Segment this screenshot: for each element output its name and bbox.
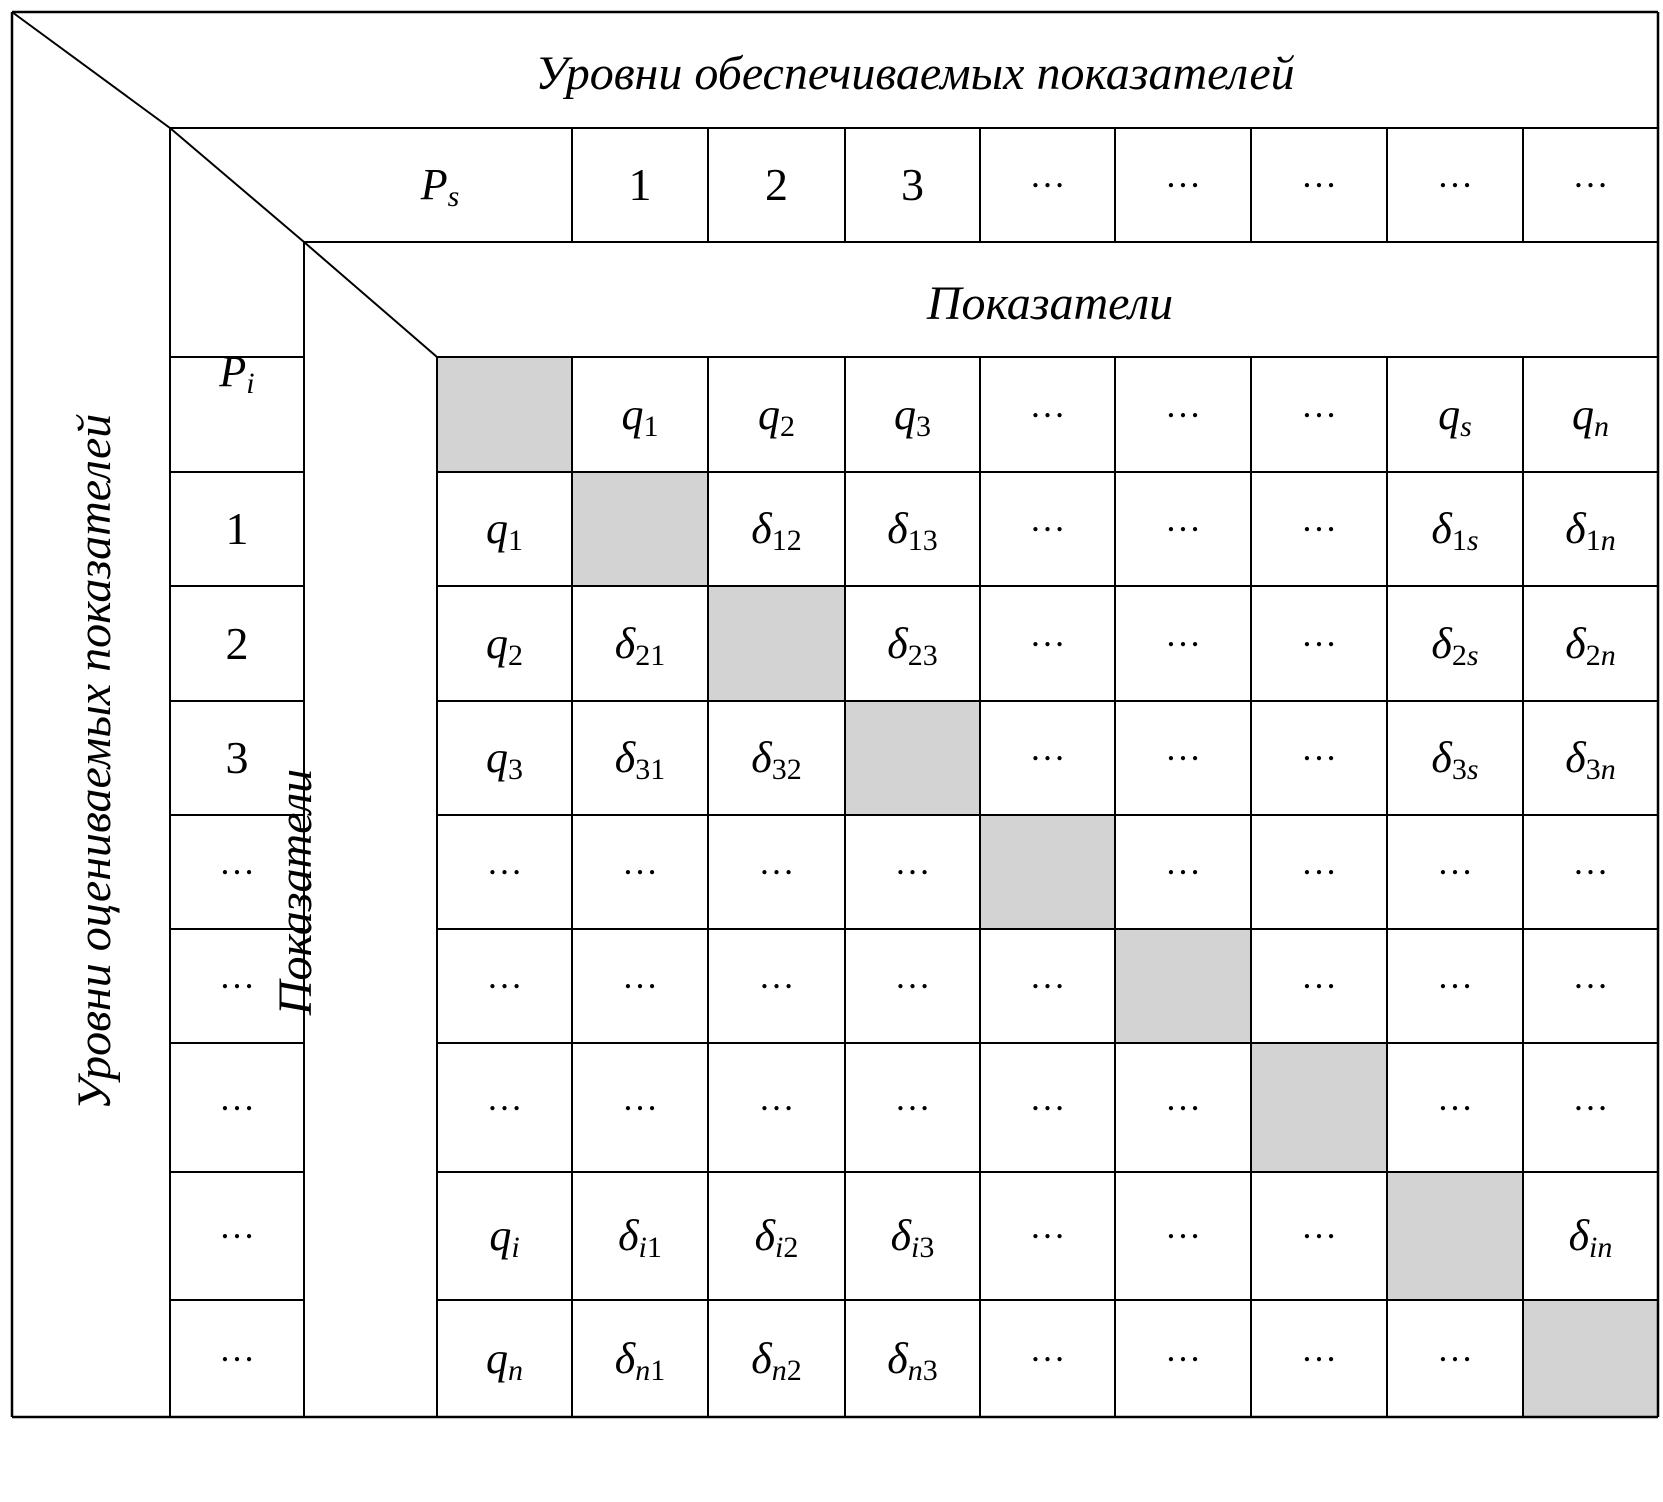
matrix-value-cell xyxy=(980,929,1115,1043)
matrix-value-cell xyxy=(1251,472,1387,586)
ps-level-cell xyxy=(708,128,845,242)
ps-level-cell xyxy=(1387,128,1523,242)
symbol-base: δ xyxy=(614,1333,636,1383)
symbol-base: q xyxy=(758,389,780,439)
pi-level-cell xyxy=(170,1172,304,1300)
matrix-row-header xyxy=(437,701,572,815)
symbol-base: δ xyxy=(618,1211,639,1260)
symbol-subscript: n 3 xyxy=(907,1353,938,1387)
ellipsis: … xyxy=(1165,155,1201,195)
ellipsis: … xyxy=(1165,1077,1201,1118)
ellipsis: … xyxy=(219,1206,255,1246)
diagonal-shaded-cell xyxy=(572,472,708,586)
diagonal-shaded-cell xyxy=(845,701,980,815)
symbol-base: q xyxy=(894,389,916,439)
matrix-value-cell xyxy=(708,1043,845,1172)
symbol-base: δ xyxy=(887,504,908,553)
pi-label-sub: i xyxy=(246,367,255,400)
symbol-subscript: 21 xyxy=(635,638,666,672)
matrix-value-cell xyxy=(708,929,845,1043)
pi-level-cell xyxy=(170,929,304,1043)
ellipsis: … xyxy=(1301,613,1337,654)
ps-level-cell xyxy=(1251,128,1387,242)
symbol-subscript: 1s xyxy=(1451,524,1479,557)
matrix-col-header xyxy=(1387,357,1523,472)
ellipsis: … xyxy=(1572,956,1609,996)
ellipsis: … xyxy=(1572,842,1609,882)
ellipsis: … xyxy=(1029,613,1066,654)
symbol-base: δ xyxy=(751,1333,772,1383)
matrix-value-cell xyxy=(708,1172,845,1300)
symbol-subscript: s xyxy=(1460,409,1472,443)
symbol-subscript: 2 xyxy=(508,638,523,672)
matrix-col-header xyxy=(1523,357,1658,472)
title-inner-left: Показатели xyxy=(269,768,322,1016)
matrix-row-header xyxy=(437,1172,572,1300)
symbol-base: q xyxy=(1572,389,1594,439)
ellipsis: … xyxy=(1029,956,1066,996)
pi-level-cell xyxy=(170,586,304,701)
ps-level-cell xyxy=(1523,128,1658,242)
matrix-row-header xyxy=(437,1300,572,1417)
matrix-value-cell xyxy=(1251,586,1387,701)
matrix-value-cell xyxy=(1523,586,1658,701)
symbol-base: δ xyxy=(1565,504,1586,553)
matrix-value-cell xyxy=(1115,1172,1251,1300)
ellipsis: … xyxy=(1165,1328,1201,1369)
symbol-subscript: 2n xyxy=(1585,638,1616,672)
matrix-value-cell xyxy=(708,472,845,586)
symbol-base: q xyxy=(1438,389,1461,439)
pi-label-base: P xyxy=(219,347,247,396)
ellipsis: … xyxy=(758,956,795,996)
symbol-subscript: 1 xyxy=(508,524,523,557)
matrix-value-cell xyxy=(1387,586,1523,701)
ellipsis: … xyxy=(1437,1077,1473,1118)
symbol-base: q xyxy=(486,733,508,782)
cell-text: 2 xyxy=(225,617,249,669)
ellipsis: … xyxy=(486,1077,523,1118)
ellipsis: … xyxy=(1029,1328,1066,1369)
ellipsis: … xyxy=(894,956,931,996)
symbol-subscript: 3n xyxy=(1585,753,1616,786)
ellipsis: … xyxy=(758,842,795,882)
symbol-base: q xyxy=(489,1211,512,1260)
diagonal-shaded-cell xyxy=(1523,1300,1658,1417)
symbol-subscript: n 1 xyxy=(635,1353,666,1387)
ps-label-base: P xyxy=(420,160,448,209)
matrix-value-cell xyxy=(1387,929,1523,1043)
pi-level-cell xyxy=(170,1043,304,1172)
cell-text: 3 xyxy=(901,159,924,210)
matrix-value-cell xyxy=(980,701,1115,815)
ellipsis: … xyxy=(1029,384,1066,425)
ellipsis: … xyxy=(1029,499,1066,539)
ellipsis: … xyxy=(1165,728,1201,768)
symbol-base: δ xyxy=(890,1211,912,1260)
symbol-subscript: in xyxy=(1589,1231,1613,1264)
matrix-value-cell xyxy=(1251,815,1387,929)
symbol-base: δ xyxy=(1431,618,1452,668)
matrix-value-cell xyxy=(572,1172,708,1300)
matrix-value-cell xyxy=(1387,1300,1523,1417)
ellipsis: … xyxy=(219,842,255,882)
pi-level-cell xyxy=(170,472,304,586)
symbol-base: q xyxy=(486,504,508,553)
matrix-col-header xyxy=(845,357,980,472)
matrix-value-cell xyxy=(1115,586,1251,701)
matrix-value-cell xyxy=(980,1172,1115,1300)
diagonal-shaded-cell xyxy=(708,586,845,701)
matrix-value-cell xyxy=(1523,815,1658,929)
ellipsis: … xyxy=(1029,1206,1066,1246)
symbol-subscript: 1n xyxy=(1585,524,1616,557)
symbol-subscript: i 3 xyxy=(911,1231,935,1264)
title-inner-top: Показатели xyxy=(926,277,1174,330)
symbol-subscript: 3 xyxy=(916,409,931,443)
matrix-value-cell xyxy=(1251,1300,1387,1417)
diagonal-shaded-cell xyxy=(980,815,1115,929)
matrix-value-cell xyxy=(1251,929,1387,1043)
symbol-base: δ xyxy=(1431,733,1452,782)
ellipsis: … xyxy=(1572,1077,1609,1118)
matrix-value-cell xyxy=(980,1043,1115,1172)
matrix-value-cell xyxy=(1387,1043,1523,1172)
ellipsis: … xyxy=(622,956,658,996)
symbol-subscript: 31 xyxy=(635,753,666,786)
matrix-value-cell xyxy=(1523,1172,1658,1300)
matrix-value-cell xyxy=(1387,815,1523,929)
matrix-value-cell xyxy=(572,815,708,929)
ellipsis: … xyxy=(1029,155,1066,195)
matrix-col-header xyxy=(1115,357,1251,472)
ellipsis: … xyxy=(1165,613,1201,654)
matrix-value-cell xyxy=(1115,1300,1251,1417)
symbol-subscript: 13 xyxy=(907,524,938,557)
ellipsis: … xyxy=(1301,728,1337,768)
ellipsis: … xyxy=(1301,956,1337,996)
matrix-value-cell xyxy=(1115,815,1251,929)
symbol-base: δ xyxy=(751,504,772,553)
ellipsis: … xyxy=(622,1077,658,1118)
ellipsis: … xyxy=(1437,1328,1473,1369)
symbol-base: δ xyxy=(887,618,908,668)
matrix-value-cell xyxy=(1523,1043,1658,1172)
ellipsis: … xyxy=(1165,1206,1201,1246)
matrix-col-header xyxy=(572,357,708,472)
matrix-value-cell xyxy=(845,1300,980,1417)
symbol-subscript: 1 xyxy=(643,409,659,443)
matrix-value-cell xyxy=(845,586,980,701)
ellipsis: … xyxy=(219,1328,255,1369)
matrix-value-cell xyxy=(845,1172,980,1300)
ellipsis: … xyxy=(894,1077,931,1118)
symbol-base: δ xyxy=(751,733,772,782)
matrix-value-cell xyxy=(1115,701,1251,815)
symbol-subscript: 2 xyxy=(780,409,795,443)
symbol-subscript: i xyxy=(511,1231,520,1264)
symbol-subscript: 32 xyxy=(771,753,802,786)
diagonal-shaded-cell xyxy=(1251,1043,1387,1172)
matrix-value-cell xyxy=(572,586,708,701)
ellipsis: … xyxy=(1301,1328,1337,1369)
symbol-subscript: n 2 xyxy=(771,1353,802,1387)
title-top: Уровни обеспечиваемых показателей xyxy=(535,47,1295,100)
ellipsis: … xyxy=(1029,1077,1066,1118)
diagonal-shaded-cell xyxy=(1387,1172,1523,1300)
symbol-subscript: 3 xyxy=(508,753,523,786)
symbol-subscript: n xyxy=(1594,409,1609,443)
symbol-subscript: 3s xyxy=(1451,753,1479,786)
cell-text: 1 xyxy=(225,503,249,554)
ellipsis: … xyxy=(622,842,658,882)
matrix-row-header xyxy=(437,472,572,586)
ps-label-sub: s xyxy=(447,180,460,213)
matrix-value-cell xyxy=(572,1043,708,1172)
diagonal-line-inner xyxy=(304,242,437,357)
symbol-base: δ xyxy=(887,1333,908,1383)
ellipsis: … xyxy=(1437,155,1473,195)
matrix-value-cell xyxy=(845,472,980,586)
ellipsis: … xyxy=(894,842,931,882)
matrix-value-cell xyxy=(845,1043,980,1172)
cell-text: 3 xyxy=(225,732,249,783)
ellipsis: … xyxy=(1165,499,1201,539)
matrix-row-header xyxy=(437,929,572,1043)
ellipsis: … xyxy=(1301,842,1337,882)
symbol-base: δ xyxy=(754,1211,776,1260)
ellipsis: … xyxy=(1437,842,1473,882)
matrix-value-cell xyxy=(708,1300,845,1417)
diagonal-line-middle xyxy=(170,128,304,242)
matrix-value-cell xyxy=(980,472,1115,586)
ellipsis: … xyxy=(1301,1206,1337,1246)
symbol-base: q xyxy=(621,389,644,439)
symbol-subscript: n xyxy=(508,1353,523,1387)
ellipsis: … xyxy=(1572,155,1609,195)
matrix-value-cell xyxy=(1115,1043,1251,1172)
ps-level-cell xyxy=(845,128,980,242)
matrix-value-cell xyxy=(980,586,1115,701)
matrix-value-cell xyxy=(708,701,845,815)
ellipsis: … xyxy=(1437,956,1473,996)
matrix-value-cell xyxy=(845,929,980,1043)
ellipsis: … xyxy=(1165,384,1201,425)
matrix-col-header xyxy=(708,357,845,472)
matrix-value-cell xyxy=(1387,701,1523,815)
matrix-value-cell xyxy=(572,1300,708,1417)
matrix-value-cell xyxy=(980,1300,1115,1417)
matrix-col-header xyxy=(1251,357,1387,472)
matrix-value-cell xyxy=(572,701,708,815)
symbol-base: δ xyxy=(614,733,636,782)
symbol-base: q xyxy=(486,1333,508,1383)
cell-text: 1 xyxy=(628,159,652,210)
symbol-base: δ xyxy=(614,618,636,668)
matrix-row-header xyxy=(437,1043,572,1172)
symbol-base: δ xyxy=(1568,1211,1590,1260)
matrix-value-cell xyxy=(708,815,845,929)
symbol-subscript: i 1 xyxy=(638,1231,662,1264)
ellipsis: … xyxy=(219,1077,255,1118)
ps-level-cell xyxy=(980,128,1115,242)
corner-shaded-cell xyxy=(437,357,572,472)
symbol-subscript: 23 xyxy=(907,638,938,672)
ps-level-cell xyxy=(572,128,708,242)
ellipsis: … xyxy=(486,842,523,882)
matrix-row-header xyxy=(437,586,572,701)
matrix-value-cell xyxy=(1523,701,1658,815)
symbol-base: δ xyxy=(1431,504,1452,553)
ps-level-cell xyxy=(1115,128,1251,242)
matrix-row-header xyxy=(437,815,572,929)
symbol-subscript: 2s xyxy=(1451,638,1479,672)
symbol-base: δ xyxy=(1565,733,1586,782)
matrix-value-cell xyxy=(1523,472,1658,586)
pi-level-cell xyxy=(170,701,304,815)
cell-text: 2 xyxy=(765,159,788,210)
ellipsis: … xyxy=(1029,728,1066,768)
ellipsis: … xyxy=(1165,842,1201,882)
matrix-value-cell xyxy=(1251,1172,1387,1300)
matrix-col-header xyxy=(980,357,1115,472)
ps-label xyxy=(308,130,572,240)
matrix-value-cell xyxy=(1387,472,1523,586)
matrix-value-cell xyxy=(845,815,980,929)
symbol-base: δ xyxy=(1565,618,1586,668)
ellipsis: … xyxy=(1301,499,1337,539)
title-left: Уровни оцениваемых показателей xyxy=(68,413,121,1111)
matrix-value-cell xyxy=(1523,929,1658,1043)
diagonal-shaded-cell xyxy=(1115,929,1251,1043)
matrix-value-cell xyxy=(1251,701,1387,815)
pi-level-cell xyxy=(170,815,304,929)
matrix-value-cell xyxy=(1115,472,1251,586)
ellipsis: … xyxy=(219,956,255,996)
pi-level-cell xyxy=(170,1300,304,1417)
pi-label xyxy=(170,322,304,422)
symbol-subscript: i 2 xyxy=(775,1231,799,1264)
symbol-subscript: 12 xyxy=(771,524,802,557)
ellipsis: … xyxy=(486,956,523,996)
ellipsis: … xyxy=(758,1077,795,1118)
matrix-value-cell xyxy=(572,929,708,1043)
ellipsis: … xyxy=(1301,384,1337,425)
symbol-base: q xyxy=(486,618,508,668)
ellipsis: … xyxy=(1301,155,1337,195)
